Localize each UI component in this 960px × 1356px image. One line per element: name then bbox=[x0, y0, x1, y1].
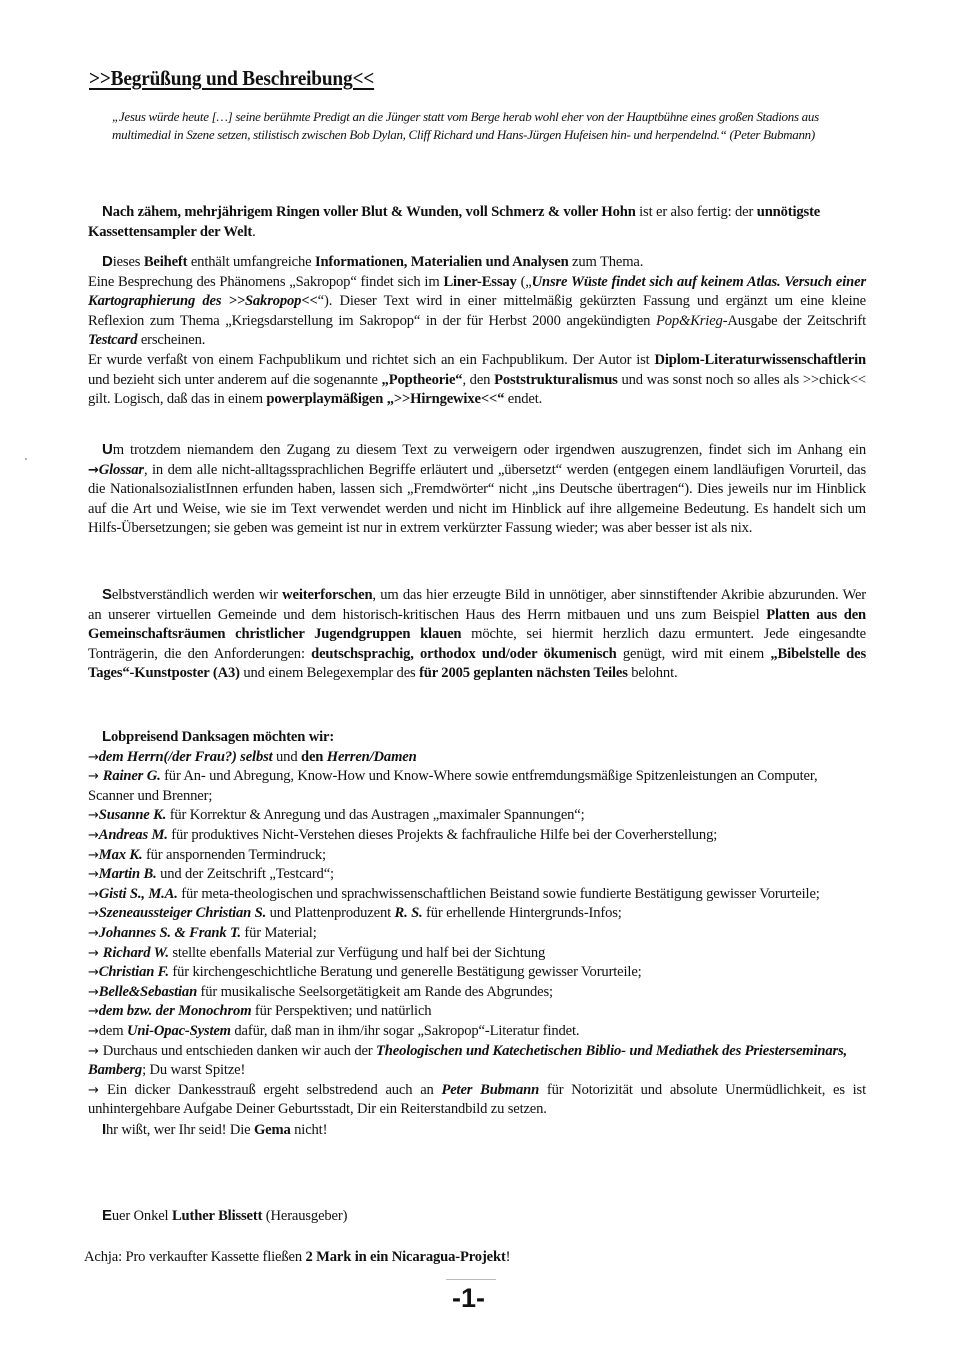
editor-name: Luther Blissett bbox=[171, 1208, 263, 1224]
thanks-name: dem bzw. der Monochrom bbox=[98, 1003, 252, 1020]
text: dafür, daß man in ihm/ihr sogar „Sakropop“-Literatur findet. bbox=[230, 1022, 580, 1039]
text: zum Thema. bbox=[568, 254, 644, 270]
bold-term: Gema bbox=[253, 1121, 291, 1138]
thanks-item bbox=[88, 904, 866, 924]
text: ; Du warst Spitze! bbox=[142, 1062, 246, 1079]
drop-cap: U bbox=[102, 441, 113, 458]
text: für Perspektiven; und natürlich bbox=[251, 1003, 432, 1020]
text: möchte, sei hiermit herzlich dazu ermuntert. Jede eingesandte Tonträgerin, die den Anforderungen: bbox=[88, 626, 866, 662]
text: enthält umfangreiche bbox=[187, 254, 315, 270]
arrow-right-icon: → bbox=[88, 749, 99, 765]
glossar-paragraph bbox=[88, 440, 866, 539]
arrow-right-icon: → bbox=[88, 1082, 108, 1098]
research-paragraph bbox=[88, 585, 866, 684]
arrow-right-icon: → bbox=[88, 1004, 99, 1020]
thanks-name: Peter Bubmann bbox=[441, 1081, 540, 1098]
thanks-name: Rainer G. bbox=[102, 768, 161, 785]
thanks-name: Belle&Sebastian bbox=[98, 983, 198, 1000]
text: , in dem alle nicht-alltagssprachlichen Begriffe erläutert und „übersetzt“ werden (entgegen einem landläufigen Vorurteil, das die NationalsozialistInnen erfunden haben, lassen sich „Fremdwörter“ nicht „ins Deutsche übertragen“). Dies jeweils nur im Hinblick auf die Art und Weise, wie sie im Text verwendet werden und nicht im Hinblick auf ihre allgemeine Bedeutung. Es handelt sich um Hilfs-Übersetzungen; sie geben was gemeint ist nur in extrem verkürzter Fassung wieder; was aber besser ist als nix. bbox=[88, 461, 866, 537]
arrow-right-icon: → bbox=[88, 808, 99, 824]
thanks-item bbox=[88, 767, 866, 806]
arrow-right-icon: → bbox=[88, 847, 99, 863]
arrow-right-icon: → bbox=[88, 827, 99, 843]
arrow-right-icon: → bbox=[88, 906, 99, 922]
bold-term: 2 Mark in ein Nicaragua-Projekt bbox=[305, 1249, 506, 1265]
text: für Material; bbox=[240, 924, 317, 941]
text: und bbox=[272, 748, 301, 765]
intro-bold-1: ach zähem, mehrjährigem Ringen voller Blut & Wunden, voll Schmerz & voller Hohn bbox=[112, 204, 636, 220]
text: ieses bbox=[112, 254, 144, 270]
thanks-section bbox=[88, 727, 866, 1140]
drop-cap: N bbox=[102, 203, 113, 220]
text: für erhellende Hintergrunds-Infos; bbox=[422, 905, 622, 922]
text: elbstverständlich werden wir bbox=[111, 587, 283, 603]
text: (Herausgeber) bbox=[262, 1208, 348, 1224]
drop-cap: D bbox=[102, 253, 113, 270]
page-number: -1- bbox=[452, 1283, 485, 1313]
text: endet. bbox=[504, 391, 543, 408]
thanks-name: Susanne K. bbox=[98, 807, 167, 824]
arrow-right-icon: → bbox=[88, 984, 99, 1000]
postscript bbox=[84, 1248, 862, 1268]
intro-text-1: ist er also fertig: der bbox=[635, 204, 757, 220]
closing-line bbox=[88, 1120, 866, 1141]
bold-term: Poststrukturalismus bbox=[494, 371, 618, 388]
thanks-name: Christian F. bbox=[98, 964, 169, 981]
text: für meta-theologischen und sprachwissenschaftlichen Beistand sowie fundierte Bestätigung gewisser Vorurteile; bbox=[177, 885, 820, 902]
thanks-name: Herren/Damen bbox=[326, 748, 417, 765]
text: Eine Besprechung des Phänomens „Sakropop“ findet sich im bbox=[88, 273, 444, 290]
text: und bezieht sich unter anderem auf die sogenannte bbox=[88, 371, 382, 388]
text: für Notorizität und absolute Unermüdlichkeit, es ist unhintergehbare Aufgabe Deiner Geburtsstadt, Dir ein Reiterstandbild zu setzen. bbox=[88, 1081, 866, 1118]
text: genügt, wird mit einem bbox=[616, 645, 771, 662]
thanks-item bbox=[88, 1002, 866, 1022]
text: belohnt. bbox=[627, 665, 678, 682]
thanks-item bbox=[88, 748, 866, 768]
bold-term: für 2005 geplanten nächsten Teiles bbox=[419, 665, 628, 682]
bold-term: weiterforschen bbox=[282, 587, 373, 603]
thanks-item bbox=[88, 1081, 866, 1120]
drop-cap: S bbox=[102, 586, 112, 603]
thanks-name: Max K. bbox=[98, 846, 143, 863]
text: Er wurde verfaßt von einem Fachpublikum und richtet sich an ein Fachpublikum. Der Autor ist bbox=[88, 351, 655, 368]
text: erscheinen. bbox=[137, 332, 206, 349]
thanks-item bbox=[88, 924, 866, 944]
thanks-item bbox=[88, 865, 866, 885]
beiheft-bold: Beiheft bbox=[143, 254, 188, 270]
intro-bold-2: unnötigste Kassettensampler der Welt bbox=[88, 204, 821, 240]
text: uer Onkel bbox=[111, 1208, 172, 1224]
page-title: >>Begrüßung und Beschreibung<< bbox=[89, 66, 375, 90]
text: ! bbox=[505, 1249, 511, 1265]
arrow-right-icon: → bbox=[88, 462, 99, 478]
bold-term: „Poptheorie“ bbox=[381, 371, 463, 388]
text: Achja: Pro verkaufter Kassette fließen bbox=[84, 1249, 306, 1265]
text: , den bbox=[462, 371, 495, 388]
thanks-item bbox=[88, 944, 866, 964]
thanks-item bbox=[88, 885, 866, 905]
text: den bbox=[300, 748, 327, 765]
glossar-reference: Glossar bbox=[98, 461, 144, 478]
thanks-name: Andreas M. bbox=[98, 826, 168, 843]
text: , um das hier erzeugte Bild in unnötiger, aber sinnstiftender Akribie abzurunden. Wer an unserer virtuellen Gemeinde und dem historisch-kritischen Haus des Herrn mitbauen und uns zum Beispiel bbox=[88, 587, 866, 623]
bold-term: „Bibelstelle des Tages“-Kunstposter (A3) bbox=[88, 645, 866, 682]
text: -Ausgabe der Zeitschrift bbox=[722, 312, 866, 329]
thanks-name: Uni-Opac-System bbox=[126, 1022, 231, 1039]
magazine-name: Testcard bbox=[88, 332, 138, 349]
thanks-item bbox=[88, 1042, 866, 1081]
bold-term: deutschsprachig, orthodox und/oder ökumenisch bbox=[311, 645, 617, 662]
thanks-name: dem Herrn(/der Frau?) selbst bbox=[98, 748, 273, 765]
bold-term: Platten aus den Gemeinschaftsräumen christlicher Jugendgruppen klauen bbox=[88, 606, 866, 643]
text: für musikalische Seelsorgetätigkeit am Rande des Abgrundes; bbox=[197, 983, 553, 1000]
text: und Plattenproduzent bbox=[266, 905, 395, 922]
thanks-name: Johannes S. & Frank T. bbox=[98, 924, 241, 941]
arrow-right-icon: → bbox=[88, 867, 99, 883]
essay-title: Unsre Wüste findet sich auf keinem Atlas. Versuch einer Kartographierung des >>Sakropop<< bbox=[88, 273, 866, 310]
text: hr wißt, wer Ihr seid! Die bbox=[106, 1121, 254, 1138]
bold-term: Diplom-Literaturwissenschaftlerin bbox=[654, 351, 866, 368]
beiheft-bold: Informationen, Materialien und Analysen bbox=[314, 254, 569, 270]
thanks-heading: obpreisend Danksagen möchten wir: bbox=[111, 729, 335, 745]
intro-paragraph bbox=[88, 202, 866, 242]
text: Ein dicker Dankesstrauß ergeht selbstredend auch an bbox=[107, 1081, 442, 1098]
thanks-name: R. S. bbox=[394, 905, 423, 922]
thanks-item bbox=[88, 826, 866, 846]
page-number-rule bbox=[446, 1279, 496, 1280]
arrow-right-icon: → bbox=[88, 1043, 103, 1059]
thanks-item bbox=[88, 963, 866, 983]
thanks-name: Richard W. bbox=[102, 944, 169, 961]
text: für Korrektur & Anregung und das Austragen „maximaler Spannungen“; bbox=[166, 807, 585, 824]
issue-name: Pop&Krieg bbox=[655, 312, 723, 329]
text: nicht! bbox=[290, 1121, 328, 1138]
signature bbox=[88, 1206, 866, 1227]
text: für produktives Nicht-Verstehen dieses Projekts & fachfrauliche Hilfe bei der Coverherstellung; bbox=[167, 826, 718, 843]
text: und der Zeitschrift „Testcard“; bbox=[156, 866, 334, 883]
scan-speck bbox=[25, 458, 27, 460]
thanks-item bbox=[88, 806, 866, 826]
arrow-right-icon: → bbox=[88, 945, 103, 961]
epigraph-text: „Jesus würde heute […] seine berühmte Predigt an die Jünger statt vom Berge herab wohl eher von der Hauptbühne eines großen Stadions aus multimedial in Szene setzen, stilistisch zwischen Bob Dylan, Cliff Richard und Hans-Jürgen Hufeisen hin- und herpendelnd.“ bbox=[112, 109, 819, 142]
thanks-item bbox=[88, 983, 866, 1003]
text: für anspornenden Termindruck; bbox=[142, 846, 326, 863]
arrow-right-icon: → bbox=[88, 1023, 99, 1039]
thanks-item bbox=[88, 846, 866, 866]
epigraph-quote bbox=[112, 108, 872, 143]
text: und einem Belegexemplar des bbox=[239, 665, 420, 682]
intro-text-2: . bbox=[252, 223, 256, 240]
text: und was sonst noch so alles als >>chick<< gilt. Logisch, daß das in einem bbox=[88, 371, 867, 408]
epigraph-attribution: (Peter Bubmann) bbox=[729, 126, 815, 142]
text: stellte ebenfalls Material zur Verfügung und half bei der Sichtung bbox=[168, 944, 546, 961]
text: Durchaus und entschieden danken wir auch der bbox=[102, 1042, 377, 1059]
text: für An- und Abregung, Know-How und Know-Where sowie entfremdungsmäßige Spitzenleistungen an Computer, Scanner und Brenner; bbox=[88, 768, 818, 804]
thanks-name: Gisti S., M.A. bbox=[98, 885, 178, 902]
drop-cap: I bbox=[102, 1120, 107, 1138]
text: “). Dieser Text wird in einer mittelmäßig gekürzten Fassung und ergänzt um eine kleine Reflexion zum Thema „Kriegsdarstellung im Sakropop“ in der für Herbst 2000 angekündigten bbox=[88, 293, 866, 329]
arrow-right-icon: → bbox=[88, 886, 99, 902]
beiheft-paragraph bbox=[88, 252, 866, 410]
text: für kirchengeschichtliche Beratung und generelle Bestätigung gewisser Vorurteile; bbox=[168, 964, 642, 981]
text: („ bbox=[516, 273, 532, 290]
thanks-name: Theologischen und Katechetischen Biblio- und Mediathek des Priesterseminars, Bamberg bbox=[88, 1042, 848, 1079]
thanks-name: Szeneaussteiger Christian S. bbox=[98, 905, 267, 922]
arrow-right-icon: → bbox=[88, 925, 99, 941]
text: m trotzdem niemandem den Zugang zu diesem Text zu verweigern oder irgendwen auszugrenzen, findet sich im Anhang ein bbox=[112, 442, 866, 458]
thanks-item bbox=[88, 1022, 866, 1042]
thanks-name: Martin B. bbox=[98, 866, 157, 883]
arrow-right-icon: → bbox=[88, 769, 103, 785]
drop-cap: L bbox=[102, 728, 112, 745]
liner-essay-label: Liner-Essay bbox=[443, 273, 517, 290]
bold-term: powerplaymäßigen „>>Hirngewixe<<“ bbox=[266, 391, 505, 408]
drop-cap: E bbox=[102, 1207, 112, 1224]
text: dem bbox=[98, 1022, 127, 1039]
arrow-right-icon: → bbox=[88, 965, 99, 981]
